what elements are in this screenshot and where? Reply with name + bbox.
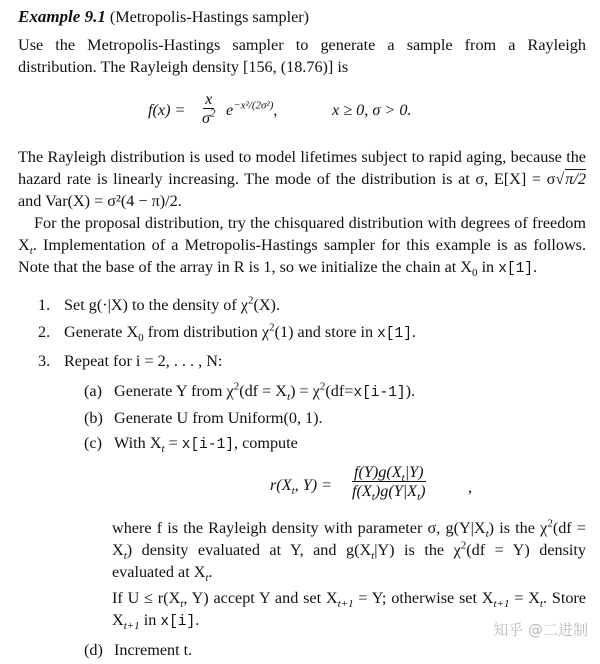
rayleigh-equation: [18, 84, 586, 140]
eq1-fraction: [200, 90, 217, 127]
para3-text-a: For the proposal distribution, try the chisquared distribution with degrees of freedom X: [18, 214, 586, 254]
para3-sub-t: t: [29, 245, 33, 258]
code-x-i-1: x[i-1]: [353, 385, 406, 401]
eq1-condition: x ≥ 0, σ > 0.: [332, 101, 412, 119]
step-2: [38, 321, 586, 345]
eq2-numerator: $f(Y)g(X_t|Y)$: [353, 463, 424, 485]
step-text: Generate X: [64, 323, 139, 341]
eq2-fraction: [350, 463, 428, 504]
substep-b: [84, 407, 586, 429]
step-text: .: [411, 323, 416, 341]
step-sup: 2: [269, 321, 275, 334]
step-sup: 2: [247, 294, 254, 307]
acceptance-paragraph: If $U \le r(X_t$, Y) accept Y and set $X_{t+1} = Y$; otherwise set $X_{t+1} = X_t$. Store $X_{t+1}$ in x[i].: [112, 589, 586, 633]
step-3: [38, 350, 586, 372]
para3-text-c: in: [477, 258, 499, 276]
para2-text-a: The Rayleigh distribution is used to model lifetimes subject to rapid aging, because the hazard rate is linearly increasing. The mode of the distribution is at σ, E[X] = σ: [18, 148, 586, 188]
substep-text: Generate U from Uniform(0, 1).: [114, 409, 323, 427]
para3-sub-0: 0: [472, 267, 478, 280]
substep-text: (df = X: [239, 382, 287, 400]
substep-a: [84, 380, 586, 404]
substep-text: =: [164, 434, 182, 452]
acceptance-ratio-equation: [84, 459, 586, 515]
example-name: (Metropolis-Hastings sampler): [109, 8, 310, 26]
substep-text: ) = χ: [290, 382, 320, 400]
substep-sub: t: [287, 391, 291, 404]
substep-text: With X: [114, 434, 162, 452]
eq1-exponent: −x²/(2σ²): [233, 99, 274, 112]
step-text: from distribution χ: [143, 323, 270, 341]
eq2-tail: ,: [468, 478, 473, 496]
code-x-i-1: x[i-1]: [181, 437, 234, 453]
intro-paragraph: Use the Metropolis-Hastings sampler to generate a sample from a Rayleigh distribution. The Rayleigh density [156, (18.76)] is: [18, 36, 586, 76]
substep-sub: t: [161, 443, 165, 456]
substep-label: (d): [84, 641, 103, 659]
substep-text: Generate Y from χ: [114, 382, 234, 400]
explanation-paragraph: where f is the Rayleigh density with parameter σ, $g(Y|X_t)$ is the $\chi^2(df = X_t)$ density evaluated at Y, and $g(X_t|Y)$ is the $\chi^2(df = Y)$ density evaluated at $X_t$.: [112, 517, 586, 585]
step-number: 2.: [38, 323, 51, 341]
step-text: (1) and store in: [274, 323, 378, 341]
para3-text-d: .: [533, 258, 538, 276]
step-text: Repeat for i = 2, . . . , N:: [64, 352, 223, 370]
substep-text: (df=: [325, 382, 354, 400]
substep-label: (c): [84, 434, 102, 452]
example-label: Example 9.1: [18, 7, 106, 26]
eq1-numerator: x: [205, 90, 213, 108]
code-x1: x[1]: [377, 326, 412, 342]
eq2-lhs: $r(X_t$, Y) =: [270, 476, 333, 498]
substep-d: [84, 639, 586, 661]
step-1: [38, 294, 586, 316]
eq1-lhs: f(x) =: [148, 101, 186, 119]
eq2-denominator: $f(X_t)g(Y|X_t)$: [352, 482, 426, 504]
step-sub: 0: [138, 332, 144, 345]
sqrt-symbol: √: [555, 170, 565, 188]
sqrt-content: π/2: [565, 170, 586, 188]
step-text: Set g(·|X) to the density of χ: [64, 296, 248, 314]
substep-sup: 2: [319, 380, 326, 393]
substep-text: , compute: [233, 434, 298, 452]
paragraph-rayleigh-properties: [18, 146, 586, 212]
watermark: 知乎 @二进制: [493, 621, 588, 639]
para2-text-b: and Var(X) = σ²(4 − π)/2.: [18, 192, 182, 210]
substep-sup: 2: [233, 380, 240, 393]
step-number: 1.: [38, 296, 51, 314]
substep-label: (b): [84, 409, 103, 427]
paragraph-proposal: [18, 212, 586, 280]
algorithm-steps: [38, 294, 586, 661]
eq1-denominator: $\sigma^2$: [202, 107, 216, 127]
substep-text: Increment t.: [114, 641, 193, 659]
code-x-i: x[i]: [160, 614, 196, 630]
example-title: [18, 6, 586, 28]
eq1-exponential: $e^{-x^2/(2\sigma^2)}$,: [226, 99, 278, 119]
step-number: 3.: [38, 352, 51, 370]
para3-text-b: . Implementation of a Metropolis-Hastings sampler for this example is as follows. Note that the base of the array in R is 1, so we initialize the chain at X: [18, 236, 586, 276]
page: [18, 6, 586, 664]
step-text: (X).: [253, 296, 280, 314]
substep-label: (a): [84, 382, 102, 400]
code-x1: x[1]: [498, 261, 534, 277]
substep-text: ).: [405, 382, 416, 400]
substep-c: [84, 432, 586, 456]
